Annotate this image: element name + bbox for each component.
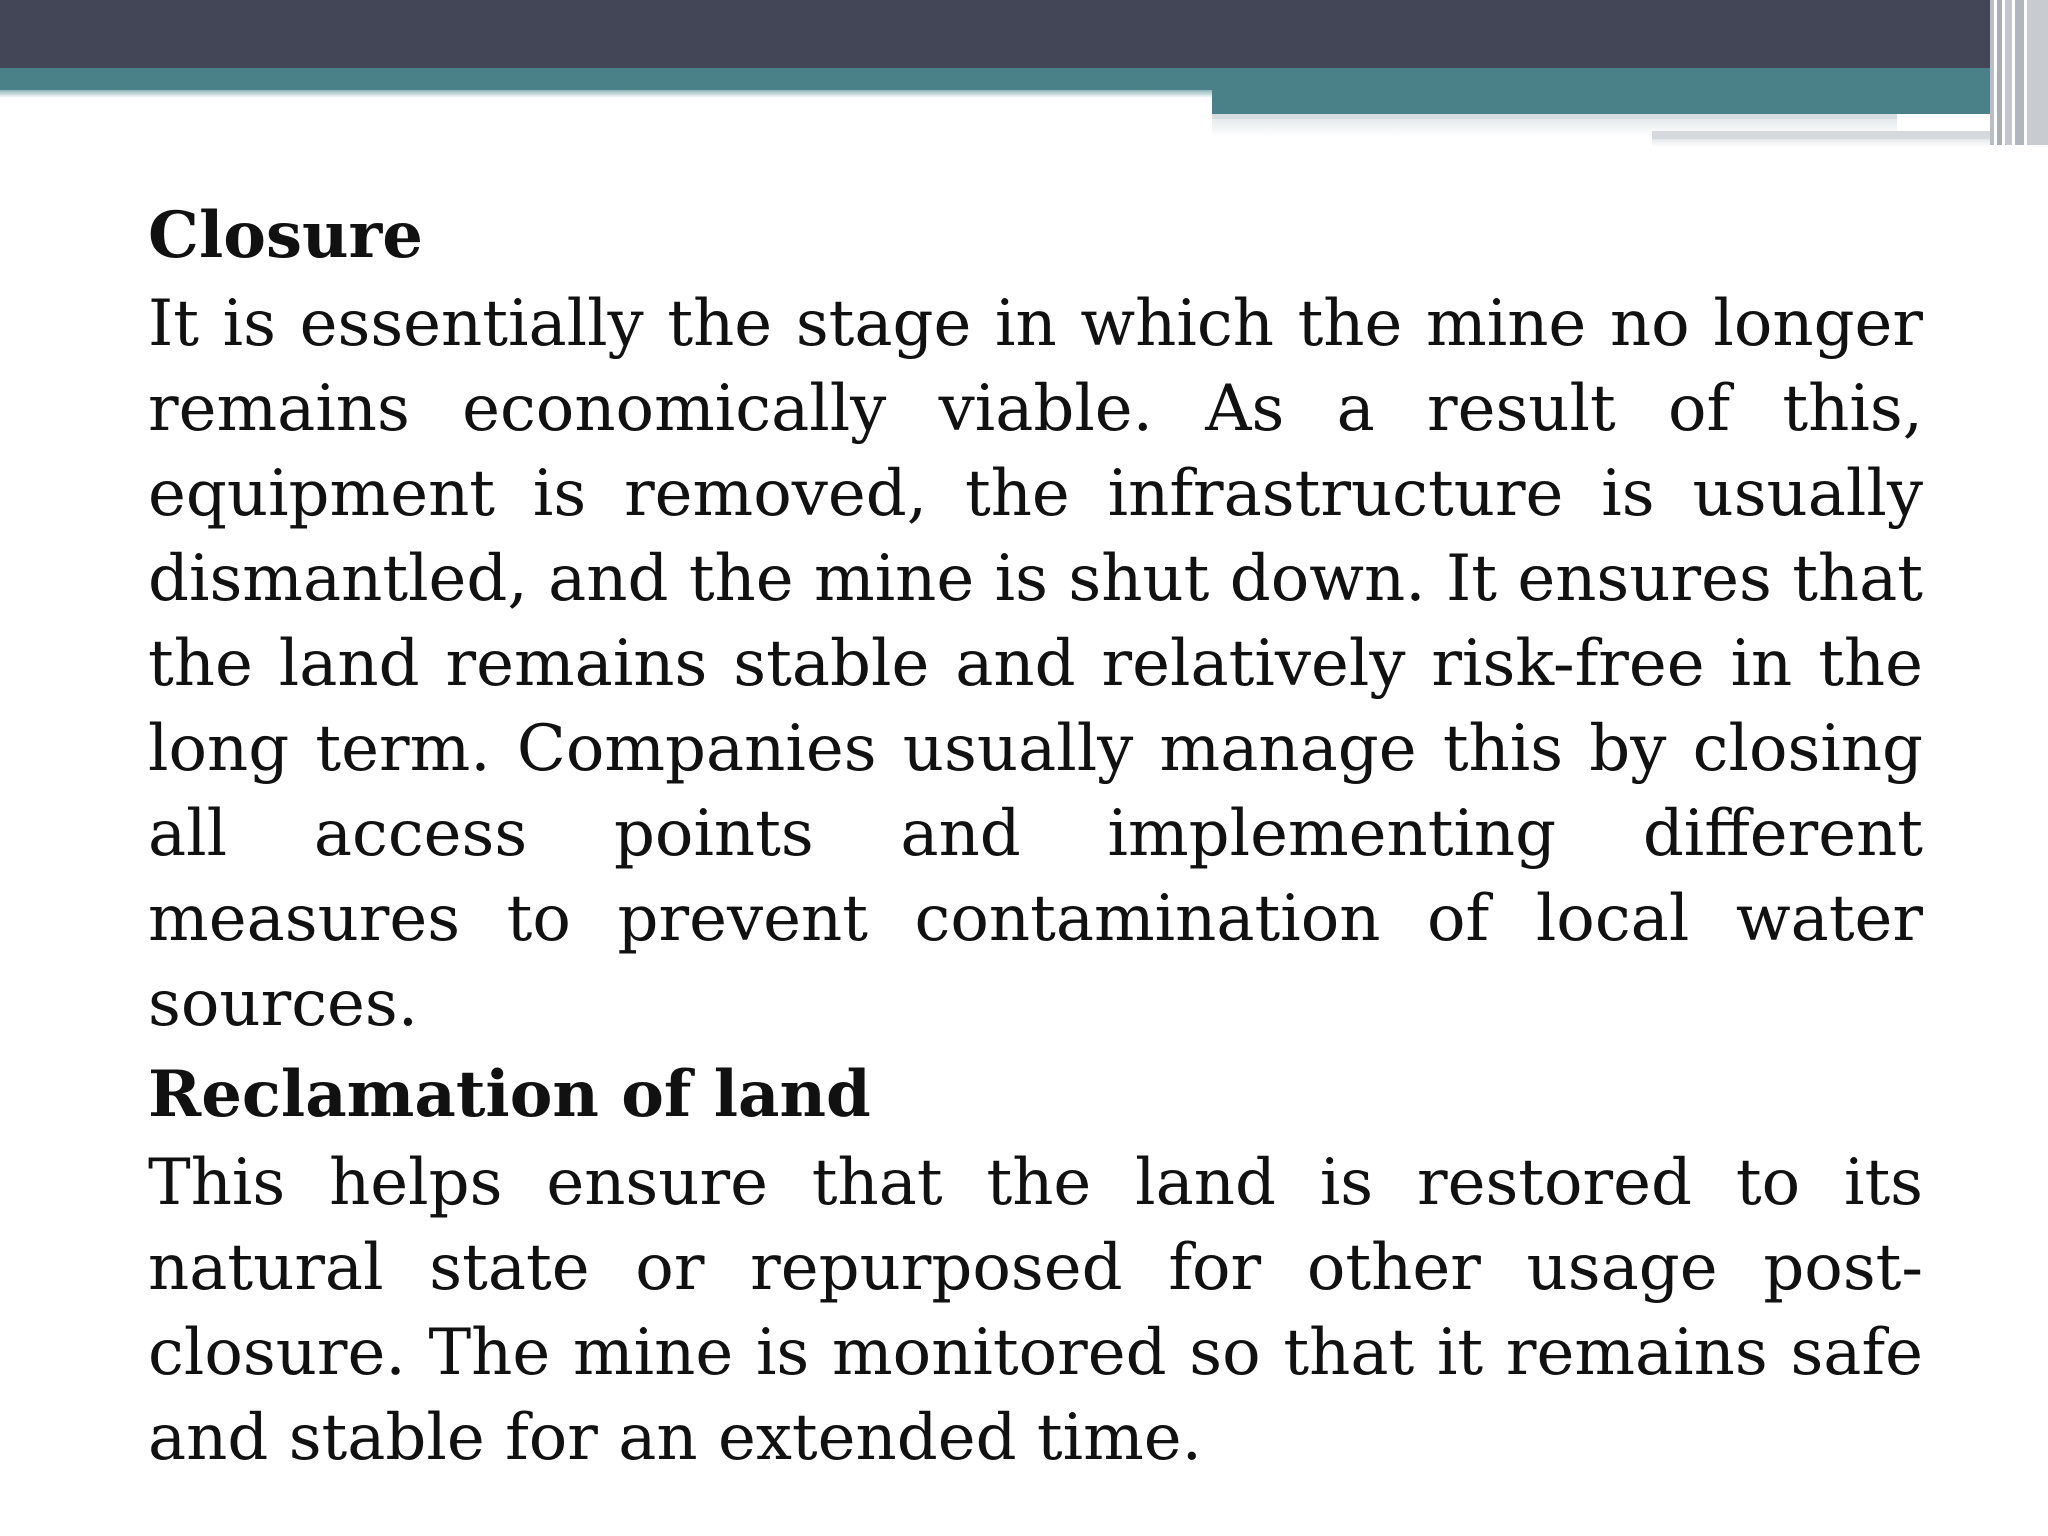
slide-content	[148, 196, 1923, 1481]
section-heading-reclamation: Reclamation of land	[148, 1057, 871, 1132]
top-banner-shadow	[0, 90, 1212, 98]
top-banner-stripes	[1990, 0, 2048, 145]
section-body-closure: It is essentially the stage in which the mine no longer remains economically viable. As a result of this, equipment is removed, the infrastructure is usually dismantled, and the mine is shut down. It ensures that the land remains stable and relatively risk-free in the long term. Companies usually manage this by closing all access points and implementing different measures to prevent contamination of local water sources.	[148, 287, 1923, 1041]
top-banner-teal	[0, 68, 1990, 90]
top-banner-line-lower-shadow	[1652, 139, 2008, 147]
section-gap	[148, 1047, 1923, 1055]
section-heading-closure: Closure	[148, 198, 423, 273]
top-banner-dark	[0, 0, 2048, 68]
top-banner-line-lower	[1652, 131, 2008, 139]
top-banner-teal-extension	[1212, 88, 1990, 114]
section-body-reclamation: This helps ensure that the land is restored to its natural state or repurposed for other usage post-closure. The mine is monitored so that it remains safe and stable for an extended time.	[148, 1146, 1923, 1475]
